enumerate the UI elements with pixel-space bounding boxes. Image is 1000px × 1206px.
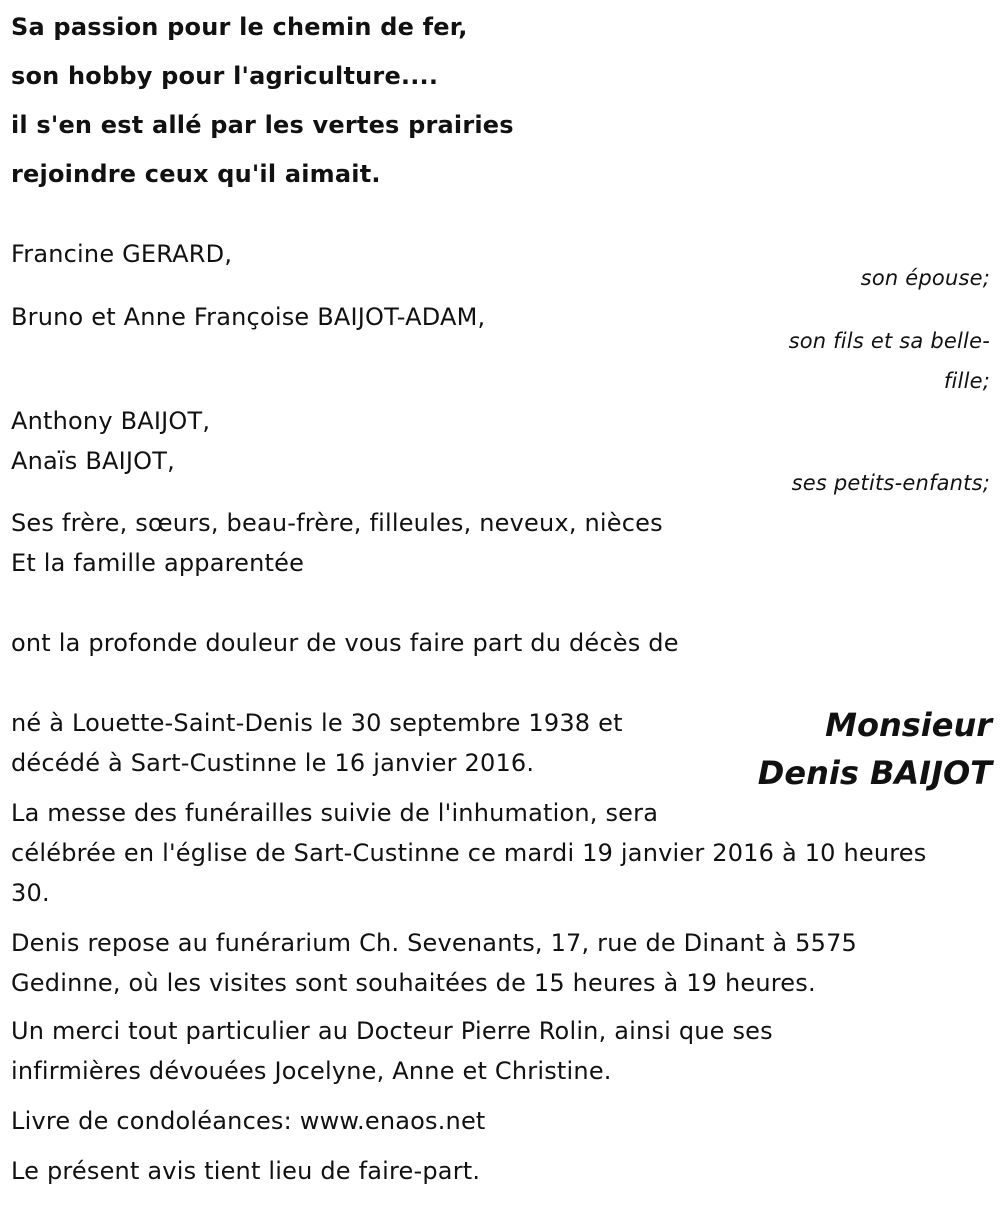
funeral-line-2: célébrée en l'église de Sart-Custinne ce mardi 19 janvier 2016 à 10 heures — [11, 839, 927, 867]
grandchild-anthony: Anthony BAIJOT, — [11, 407, 211, 435]
repose-line-1: Denis repose au funérarium Ch. Sevenants, 17, rue de Dinant à 5575 — [11, 929, 858, 957]
birth-line: né à Louette-Saint-Denis le 30 septembre 1938 et — [11, 709, 623, 737]
condolences-line: Livre de condoléances: www.enaos.net — [11, 1107, 486, 1135]
spouse-role: son épouse; — [860, 266, 990, 290]
poem-line-4: rejoindre ceux qu'il aimait. — [11, 160, 381, 188]
deceased-name: Denis BAIJOT — [757, 754, 992, 792]
poem-line-1: Sa passion pour le chemin de fer, — [11, 13, 468, 41]
son-names: Bruno et Anne Françoise BAIJOT-ADAM, — [11, 303, 486, 331]
son-role-line-2: fille; — [943, 369, 990, 393]
funeral-line-3: 30. — [11, 879, 50, 907]
siblings-line: Ses frère, sœurs, beau-frère, filleules, neveux, nièces — [11, 509, 663, 537]
spouse-name: Francine GERARD, — [11, 240, 233, 268]
poem-line-3: il s'en est allé par les vertes prairies — [11, 111, 514, 139]
death-line: décédé à Sart-Custinne le 16 janvier 2016. — [11, 749, 535, 777]
grandchild-anais: Anaïs BAIJOT, — [11, 447, 175, 475]
grandchildren-role: ses petits-enfants; — [791, 471, 990, 495]
son-role-line-1: son fils et sa belle- — [788, 329, 990, 353]
deceased-title: Monsieur — [825, 706, 992, 744]
repose-line-2: Gedinne, où les visites sont souhaitées de 15 heures à 19 heures. — [11, 969, 816, 997]
relatives-line: Et la famille apparentée — [11, 549, 305, 577]
thanks-line-2: infirmières dévouées Jocelyne, Anne et Christine. — [11, 1057, 612, 1085]
poem-line-2: son hobby pour l'agriculture.... — [11, 62, 439, 90]
thanks-line-1: Un merci tout particulier au Docteur Pierre Rolin, ainsi que ses — [11, 1017, 773, 1045]
notice-line: Le présent avis tient lieu de faire-part. — [11, 1157, 481, 1185]
funeral-line-1: La messe des funérailles suivie de l'inhumation, sera — [11, 799, 659, 827]
announcement-line: ont la profonde douleur de vous faire part du décès de — [11, 629, 679, 657]
